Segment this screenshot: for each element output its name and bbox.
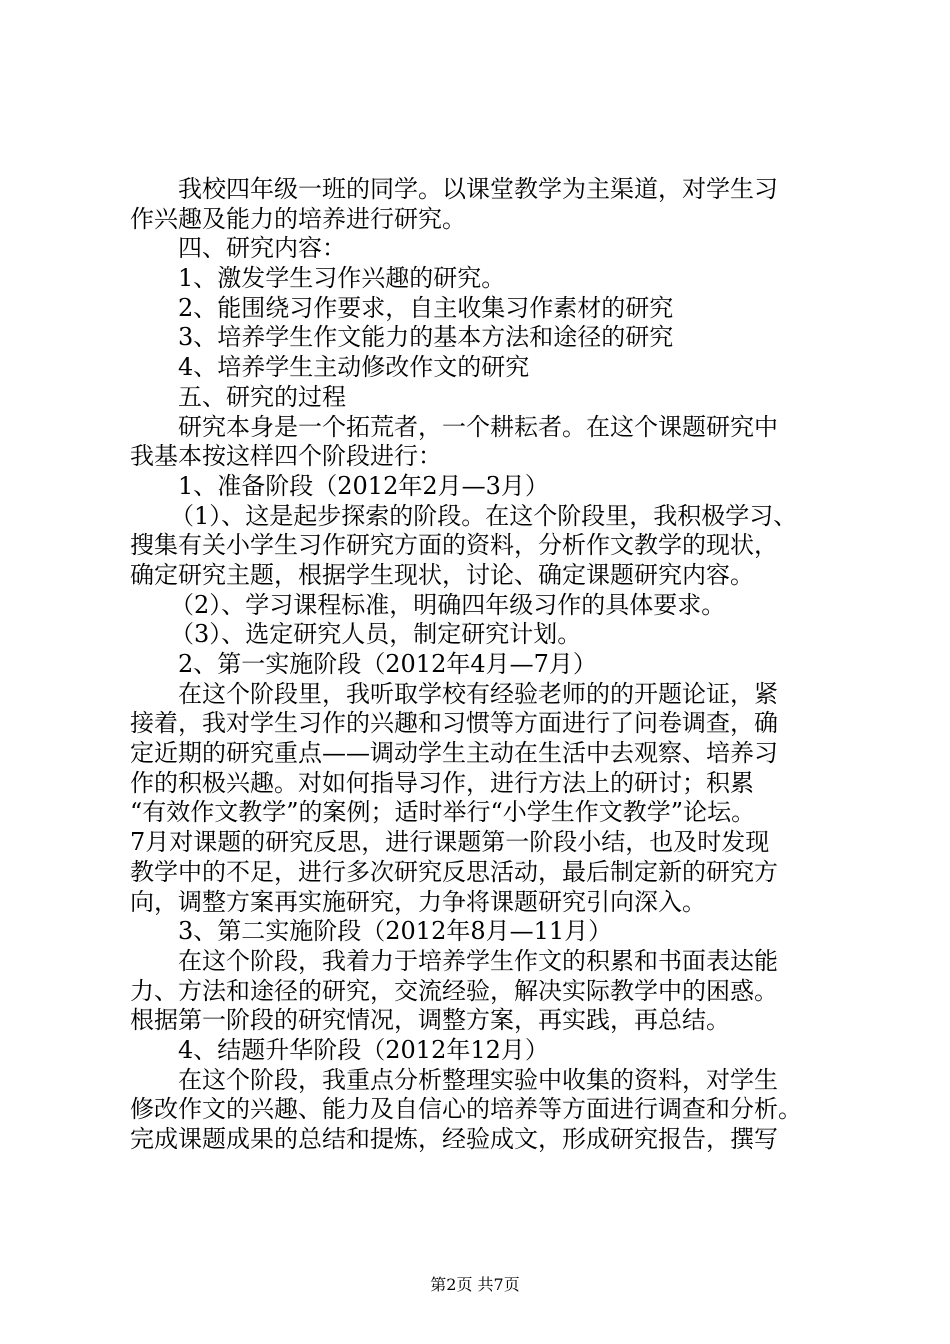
paragraph-line: 力、方法和途径的研究，交流经验，解决实际教学中的困惑。 — [130, 976, 778, 1005]
document-body — [130, 175, 835, 1155]
paragraph-line: 接着，我对学生习作的兴趣和习惯等方面进行了问卷调查，确 — [130, 709, 778, 738]
list-item: 3、培养学生作文能力的基本方法和途径的研究 — [178, 323, 674, 352]
list-item: 2、能围绕习作要求，自主收集习作素材的研究 — [178, 293, 674, 322]
paragraph-line: 教学中的不足，进行多次研究反思活动，最后制定新的研究方 — [130, 857, 778, 886]
stage-heading: 3、第二实施阶段（2012年8月—11月） — [178, 917, 613, 946]
paragraph-line: 7月对课题的研究反思，进行课题第一阶段小结，也及时发现 — [130, 828, 770, 857]
paragraph-line: 确定研究主题，根据学生现状，讨论、确定课题研究内容。 — [130, 560, 754, 589]
paragraph-line: 向，调整方案再实施研究，力争将课题研究引向深入。 — [130, 887, 706, 916]
paragraph-line: 修改作文的兴趣、能力及自信心的培养等方面进行调查和分析。 — [130, 1095, 802, 1124]
paragraph-line: 在这个阶段里，我听取学校有经验老师的的开题论证，紧 — [178, 679, 778, 708]
page-number-footer: 第2页 共7页 — [430, 1275, 520, 1294]
paragraph-line: 在这个阶段，我重点分析整理实验中收集的资料，对学生 — [178, 1065, 778, 1094]
paragraph-line: 我校四年级一班的同学。以课堂教学为主渠道，对学生习 — [178, 175, 778, 203]
stage-heading: 1、准备阶段（2012年2月—3月） — [178, 471, 549, 500]
list-item: 1、激发学生习作兴趣的研究。 — [178, 264, 506, 293]
stage-heading: 2、第一实施阶段（2012年4月—7月） — [178, 650, 597, 678]
paragraph-line: 作兴趣及能力的培养进行研究。 — [130, 204, 466, 233]
paragraph-line: （2）、学习课程标准，明确四年级习作的具体要求。 — [170, 590, 726, 619]
paragraph-line: （1）、这是起步探索的阶段。在这个阶段里，我积极学习、 — [170, 501, 798, 530]
list-item: 4、培养学生主动修改作文的研究 — [178, 353, 530, 382]
paragraph-line: 作的积极兴趣。对如何指导习作，进行方法上的研讨；积累 — [130, 768, 754, 797]
paragraph-line: 完成课题成果的总结和提炼，经验成文，形成研究报告，撰写 — [130, 1125, 778, 1153]
paragraph-line: “有效作文教学”的案例；适时举行“小学生作文教学”论坛。 — [130, 798, 756, 827]
paragraph-line: 研究本身是一个拓荒者，一个耕耘者。在这个课题研究中 — [178, 412, 778, 441]
paragraph-line: （3）、选定研究人员，制定研究计划。 — [170, 620, 582, 649]
section-heading: 五、研究的过程 — [178, 382, 346, 411]
section-heading: 四、研究内容： — [178, 234, 346, 263]
paragraph-line: 在这个阶段，我着力于培养学生作文的积累和书面表达能 — [178, 946, 778, 975]
stage-heading: 4、结题升华阶段（2012年12月） — [178, 1035, 549, 1064]
paragraph-line: 定近期的研究重点——调动学生主动在生活中去观察、培养习 — [130, 739, 778, 768]
paragraph-line: 根据第一阶段的研究情况，调整方案，再实践，再总结。 — [130, 1006, 730, 1035]
paragraph-line: 搜集有关小学生习作研究方面的资料，分析作文教学的现状， — [130, 531, 778, 560]
paragraph-line: 我基本按这样四个阶段进行： — [130, 442, 442, 471]
